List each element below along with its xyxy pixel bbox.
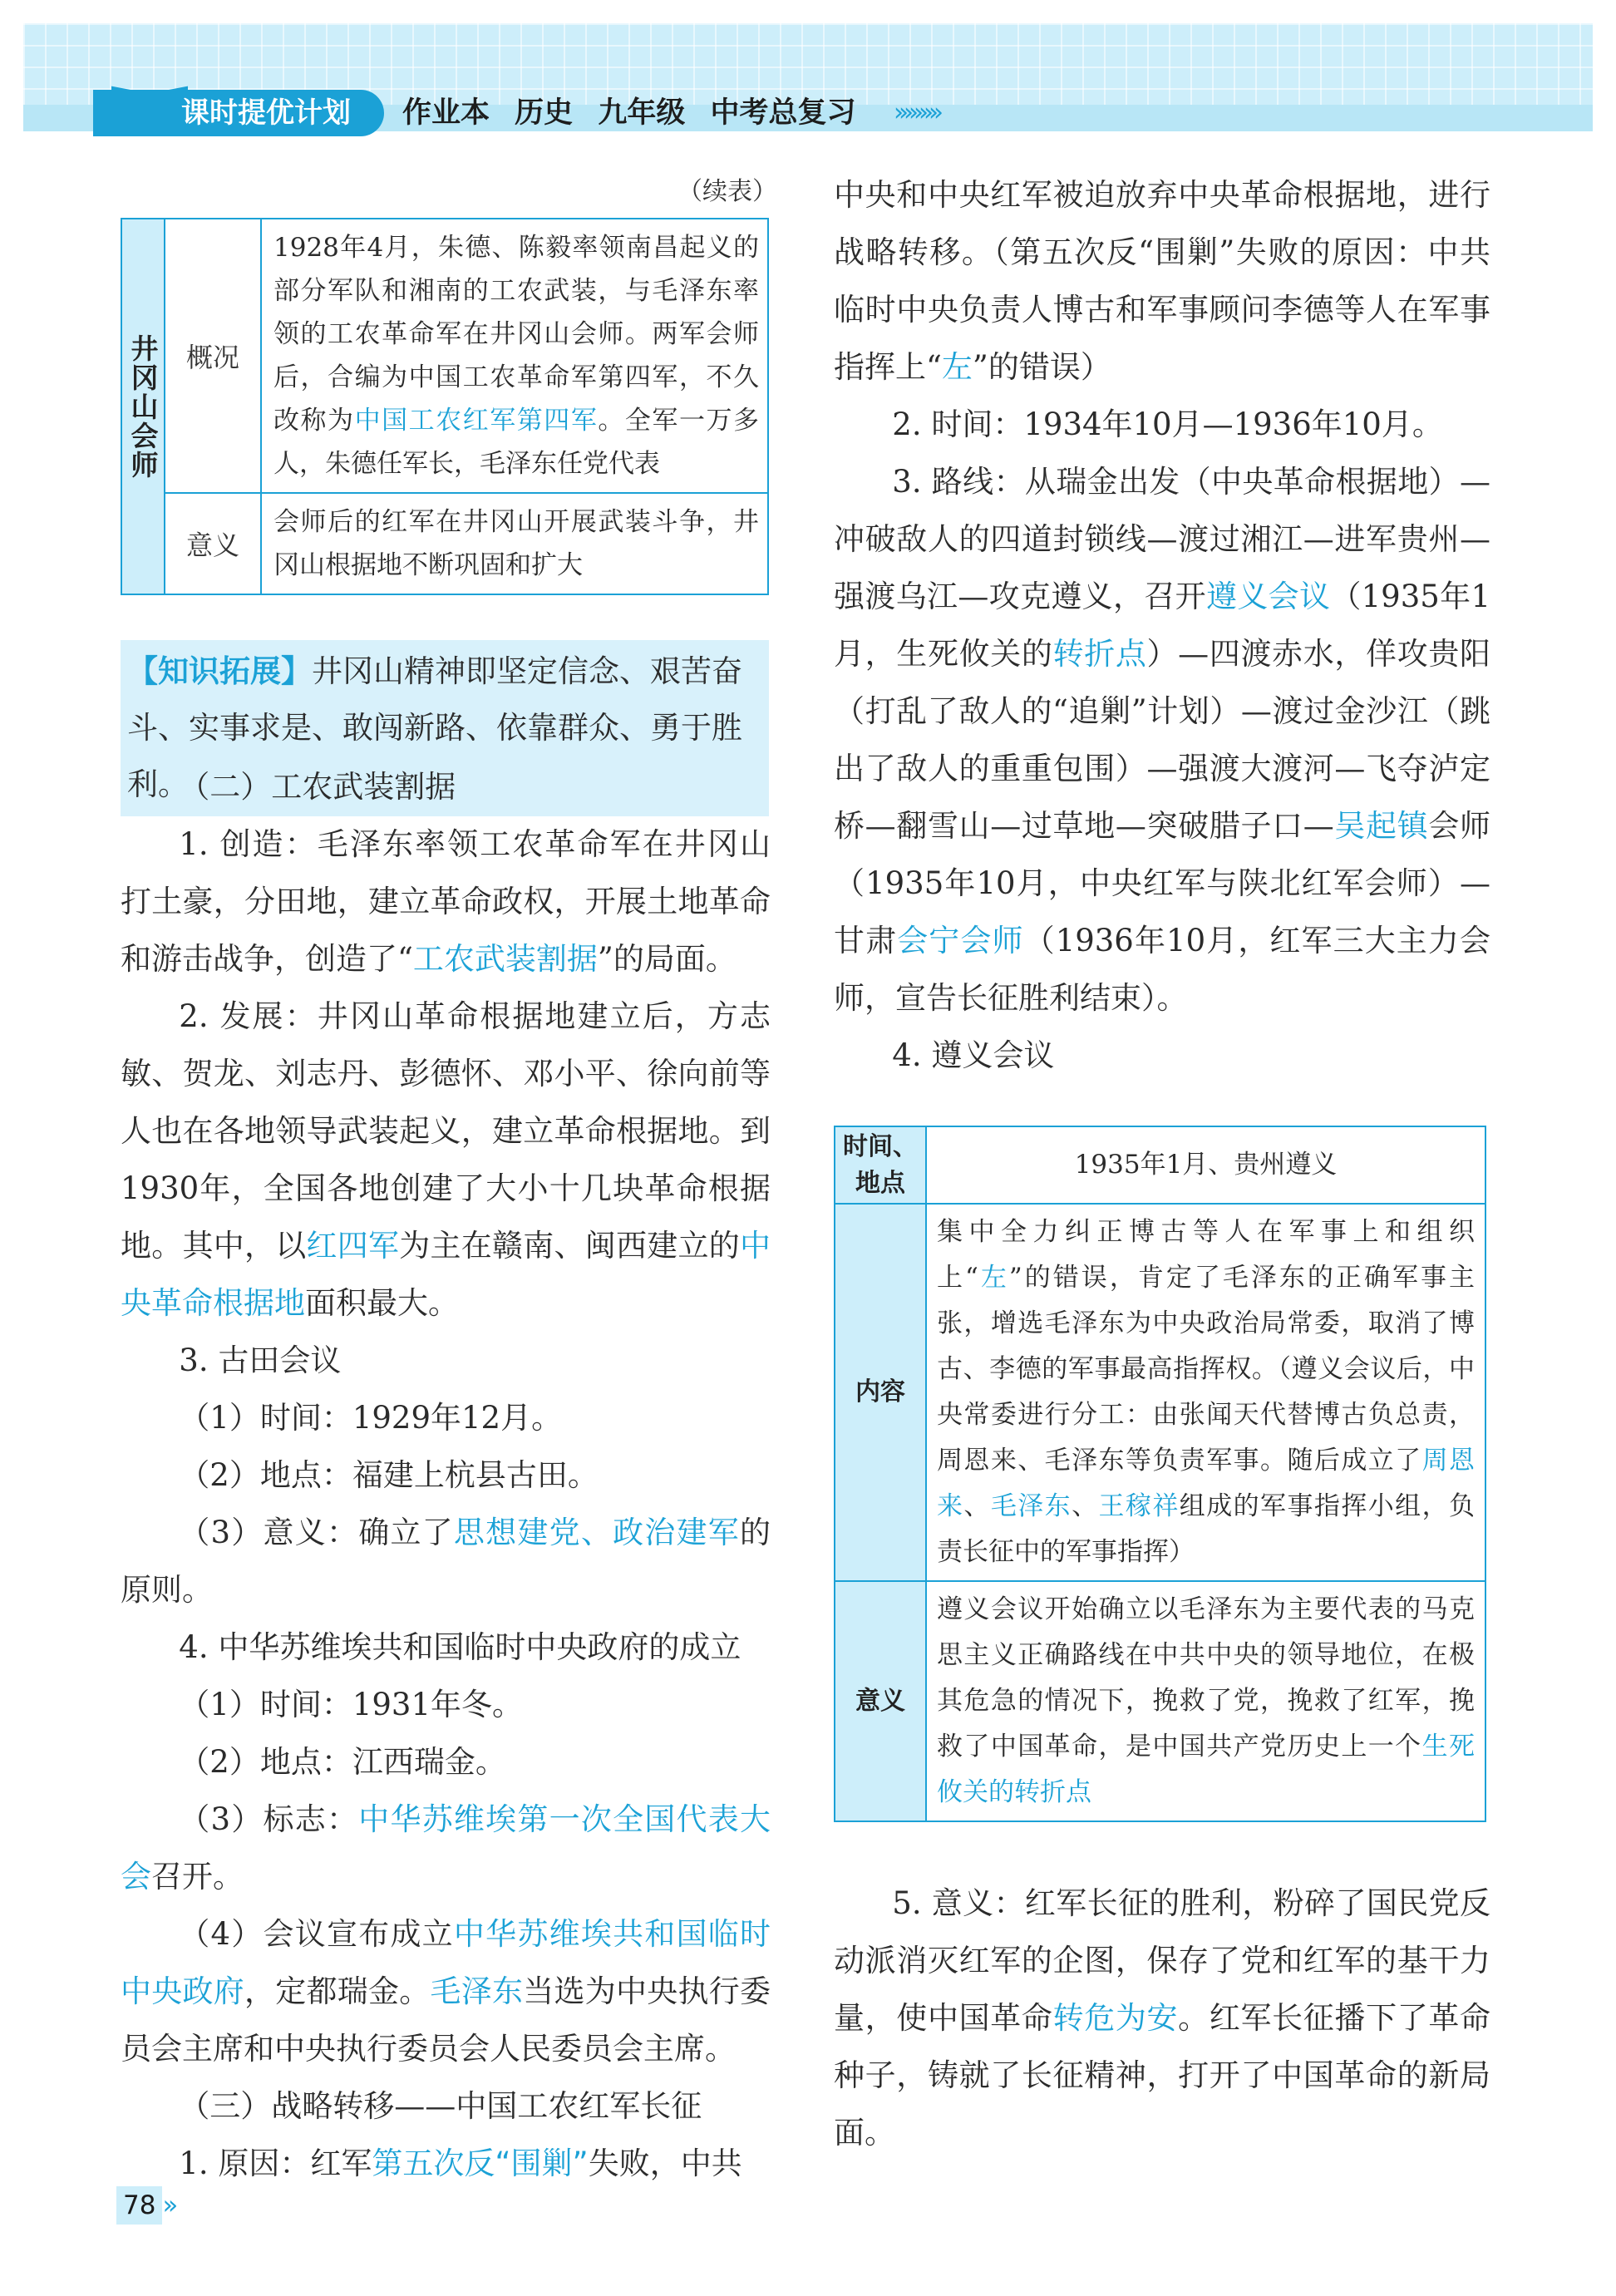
list-item: （4）会议宣布成立中华苏维埃共和国临时中央政府，定都瑞金。毛泽东当选为中央执行委员会主席和中央执行委员会人民委员会主席。: [121, 1916, 771, 2067]
row-text: 1928年4月，朱德、陈毅率领南昌起义的部分军队和湘南的工农武装，与毛泽东率领的工农革命军在井冈山会师。两军会师后，合编为中国工农革命军第四军，不久改称为中国工农红军第四军。全军一万多人，朱德任军长，毛泽东任党代表: [261, 219, 768, 493]
list-item: （3）标志：中华苏维埃第一次全国代表大会召开。: [121, 1801, 771, 1894]
table-row: [835, 1581, 1485, 1821]
table-row: [121, 493, 768, 594]
paragraph: 2. 发展：井冈山革命根据地建立后，方志敏、贺龙、刘志丹、彭德怀、邓小平、徐向前等人也在各地领导武装起义，建立革命根据地。到1930年，全国各地创建了大小十几块革命根据地。其中，以红四军为主在赣南、闽西建立的中央革命根据地面积最大。: [121, 998, 771, 1321]
jinggangshan-table: [121, 218, 769, 595]
table-row: [835, 1126, 1485, 1204]
right-column-bottom: [834, 1875, 1490, 2161]
page-number: [116, 2186, 173, 2225]
row-label: 时间、地点: [835, 1126, 926, 1204]
section-title: （三）战略转移——中国工农红军长征: [179, 2088, 702, 2124]
row-text: 集中全力纠正博古等人在军事上和组织上“左”的错误，肯定了毛泽东的正确军事主张，增选毛泽东为中央政治局常委，取消了博古、李德的军事最高指挥权。（遵义会议后，中央常委进行分工：由张闻天代替博古负总责，周恩来、毛泽东等负责军事。随后成立了周恩来、毛泽东、王稼祥组成的军事指挥小组，负责长征中的军事指挥）: [926, 1204, 1485, 1581]
table-row: [835, 1204, 1485, 1581]
highlight: 中国工农红军第四军: [354, 406, 599, 436]
paragraph: 2. 时间：1934年10月—1936年10月。: [892, 406, 1443, 442]
table-row: [121, 219, 768, 493]
list-item: （1）时间：1931年冬。: [179, 1687, 523, 1722]
subheading: 4. 遵义会议: [892, 1037, 1055, 1073]
right-column: [834, 166, 1490, 1084]
list-item: （2）地点：福建上杭县古田。: [179, 1457, 599, 1493]
subheading: 4. 中华苏维埃共和国临时中央政府的成立: [179, 1629, 741, 1665]
list-item: （1）时间：1929年12月。: [179, 1400, 563, 1436]
paragraph: 1. 创造：毛泽东率领工农革命军在井冈山打土豪，分田地，建立革命政权，开展土地革命和游击战争，创造了“工农武装割据”的局面。: [121, 826, 771, 977]
row-label: 内容: [835, 1204, 926, 1581]
left-column: [121, 758, 771, 2192]
list-item: （2）地点：江西瑞金。: [179, 1744, 506, 1780]
list-item: （3）意义：确立了思想建党、政治建军的原则。: [121, 1515, 771, 1608]
tip-label: 【知识拓展】: [127, 653, 312, 689]
continued-label: （续表）: [677, 177, 777, 206]
row-label: 意义: [835, 1581, 926, 1821]
header-chevrons: ›››››››››: [894, 98, 939, 127]
zunyi-table: [834, 1126, 1486, 1822]
row-text: 遵义会议开始确立以毛泽东为主要代表的马克思主义正确路线在中共中央的领导地位，在极其危急的情况下，挽救了党，挽救了红军，挽救了中国革命，是中国共产党历史上一个生死攸关的转折点: [926, 1581, 1485, 1821]
page-number-value: 78: [116, 2186, 162, 2225]
row-text: 1935年1月、贵州遵义: [926, 1126, 1485, 1204]
row-text: 会师后的红军在井冈山开展武装斗争，井冈山根据地不断巩固和扩大: [261, 493, 768, 594]
row-label: 概况: [165, 219, 261, 493]
page-chevrons: ››: [162, 2190, 174, 2220]
subheading: 3. 古田会议: [179, 1343, 342, 1378]
brand-title: 课时提优计划: [93, 90, 384, 136]
paragraph: 3. 路线：从瑞金出发（中央革命根据地）—冲破敌人的四道封锁线—渡过湘江—进军贵州—强渡乌江—攻克遵义，召开遵义会议（1935年1月，生死攸关的转折点）—四渡赤水，佯攻贵阳（打乱了敌人的“追剿”计划）—渡过金沙江（跳出了敌人的重重包围）—强渡大渡河—飞夺泸定桥—翻雪山—过草地—突破腊子口—吴起镇会师（1935年10月，中央红军与陕北红军会师）—甘肃会宁会师（1936年10月，红军三大主力会师，宣告长征胜利结束）。: [834, 464, 1491, 1016]
table-head: 井冈山会师: [121, 219, 165, 594]
tip-text: 井冈山精神即坚定信念、艰苦奋斗、实事求是、敢闯新路、依靠群众、勇于胜利。: [127, 653, 742, 802]
series-title: 作业本 历史 九年级 中考总复习: [402, 96, 856, 130]
paragraph: 中央和中央红军被迫放弃中央革命根据地，进行战略转移。（第五次反“围剿”失败的原因：中共临时中央负责人博古和军事顾问李德等人在军事指挥上“左”的错误）: [834, 177, 1490, 385]
paragraph: 5. 意义：红军长征的胜利，粉碎了国民党反动派消灭红军的企图，保存了党和红军的基干力量，使中国革命转危为安。红军长征播下了革命种子，铸就了长征精神，打开了中国革命的新局面。: [834, 1885, 1491, 2151]
row-label: 意义: [165, 493, 261, 594]
paragraph: 1. 原因：红军第五次反“围剿”失败，中共: [179, 2146, 742, 2181]
section-title: （二）工农武装割据: [179, 769, 456, 805]
